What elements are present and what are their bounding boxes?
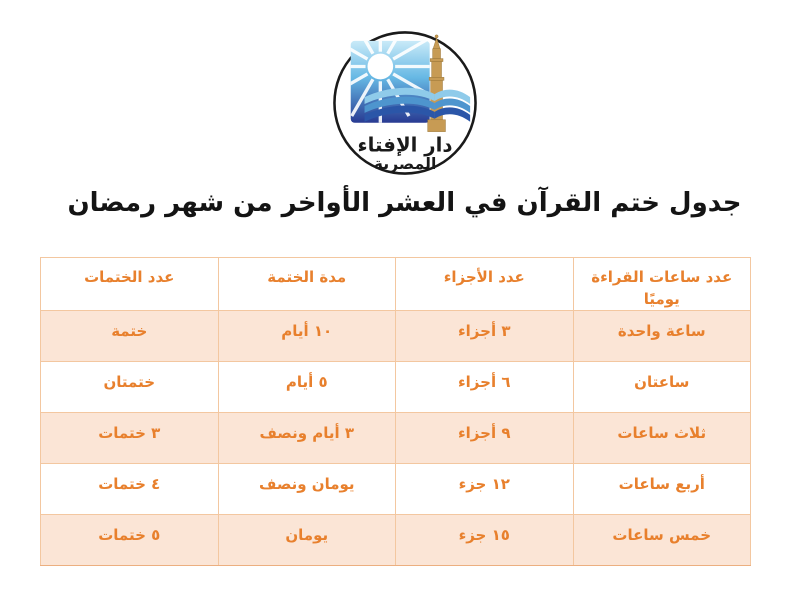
table-cell: ٥ ختمات — [41, 515, 219, 566]
table-cell: ختمتان — [41, 362, 219, 413]
table-row — [41, 413, 751, 464]
table-cell: ٩ أجزاء — [396, 413, 574, 464]
table-row — [41, 311, 751, 362]
table-cell: ٦ أجزاء — [396, 362, 574, 413]
logo-text-line1: دار الإفتاء — [357, 133, 452, 157]
table-cell: ختمة — [41, 311, 219, 362]
table-cell: ساعة واحدة — [573, 311, 751, 362]
table-cell: ساعتان — [573, 362, 751, 413]
schedule-table-body — [41, 311, 751, 566]
table-cell: ١٠ أيام — [218, 311, 396, 362]
table-row — [41, 515, 751, 566]
header-cell: مدة الختمة — [218, 258, 396, 311]
logo-illustration — [331, 29, 479, 177]
page-title: جدول ختم القرآن في العشر الأواخر من شهر رمضان — [67, 188, 742, 218]
schedule-table-head-row — [41, 258, 751, 311]
table-cell: يومان — [218, 515, 396, 566]
table-cell: ٣ أجزاء — [396, 311, 574, 362]
table-cell: ثلاث ساعات — [573, 413, 751, 464]
table-cell: ٣ أيام ونصف — [218, 413, 396, 464]
table-cell: خمس ساعات — [573, 515, 751, 566]
table-cell: ٣ ختمات — [41, 413, 219, 464]
table-cell: ١٢ جزء — [396, 464, 574, 515]
table-cell: أربع ساعات — [573, 464, 751, 515]
table-row — [41, 362, 751, 413]
logo-text-line2: المصرية — [373, 154, 436, 174]
table-cell: ٥ أيام — [218, 362, 396, 413]
dar-al-ifta-logo — [0, 0, 809, 177]
schedule-table — [40, 257, 751, 566]
table-row — [41, 464, 751, 515]
table-cell: ٤ ختمات — [41, 464, 219, 515]
table-cell: ١٥ جزء — [396, 515, 574, 566]
table-cell: يومان ونصف — [218, 464, 396, 515]
header-cell: عدد الأجزاء — [396, 258, 574, 311]
header-cell: عدد الختمات — [41, 258, 219, 311]
header-cell: عدد ساعات القراءة يوميًا — [573, 258, 751, 311]
